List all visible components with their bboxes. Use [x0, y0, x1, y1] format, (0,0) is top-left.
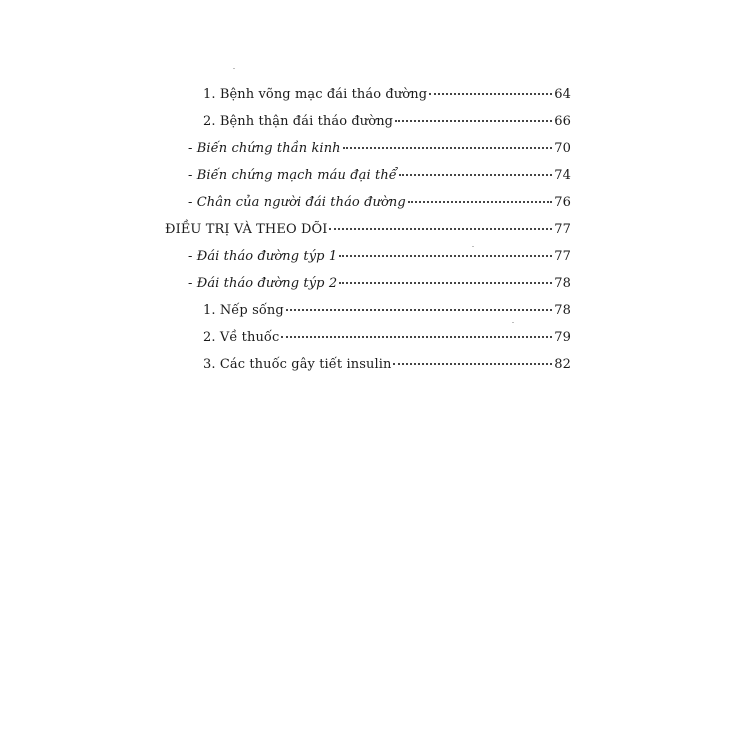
dot-leader — [343, 137, 553, 149]
dot-leader — [286, 299, 552, 311]
toc-entry-page-number: 82 — [554, 357, 571, 372]
toc-entry-macrovascular — [188, 165, 571, 187]
toc-entry-title: - Biến chứng thần kinh — [188, 141, 341, 156]
dot-leader — [339, 272, 552, 284]
scan-speck — [512, 322, 514, 323]
toc-entry-medication — [203, 327, 571, 349]
toc-entry-page-number: 70 — [554, 141, 571, 156]
toc-entry-lifestyle — [203, 300, 571, 322]
dot-leader — [408, 191, 552, 203]
toc-entry-page-number: 64 — [554, 87, 571, 102]
toc-entry-title: 3. Các thuốc gây tiết insulin — [203, 357, 392, 372]
toc-entry-diabetic-foot — [188, 192, 571, 214]
toc-entry-title: - Đái tháo đường týp 1 — [188, 249, 338, 264]
toc-entry-title: - Chân của người đái tháo đường — [188, 195, 406, 210]
toc-entry-title: 1. Bệnh võng mạc đái tháo đường — [203, 87, 428, 102]
toc-entry-title: - Đái tháo đường týp 2 — [188, 276, 338, 291]
toc-entry-page-number: 79 — [554, 330, 571, 345]
toc-entry-page-number: 78 — [554, 303, 571, 318]
toc-entry-type-1 — [188, 246, 571, 268]
dot-leader — [281, 326, 552, 338]
toc-entry-page-number: 74 — [554, 168, 571, 183]
toc-entry-title: 2. Bệnh thận đái tháo đường — [203, 114, 394, 129]
toc-entry-type-2 — [188, 273, 571, 295]
toc-entry-page-number: 77 — [554, 222, 571, 237]
toc-entry-title: 2. Về thuốc — [203, 330, 280, 345]
toc-entry-nephropathy — [203, 111, 571, 133]
scan-speck — [472, 246, 474, 247]
toc-entry-neuropathy — [188, 138, 571, 160]
dot-leader — [399, 164, 552, 176]
scan-speck — [233, 68, 235, 69]
toc-entry-page-number: 77 — [554, 249, 571, 264]
toc-entry-title: - Biến chứng mạch máu đại thể — [188, 168, 397, 183]
toc-entry-insulin-secretagogues — [203, 354, 571, 376]
toc-entry-page-number: 76 — [554, 195, 571, 210]
dot-leader — [339, 245, 552, 257]
toc-entry-retinopathy — [203, 84, 571, 106]
dot-leader — [395, 110, 552, 122]
toc-entry-page-number: 78 — [554, 276, 571, 291]
toc-section-title: ĐIỀU TRỊ VÀ THEO DÕI — [165, 222, 328, 237]
dot-leader — [429, 83, 552, 95]
toc-section-treatment-monitoring — [165, 219, 571, 241]
dot-leader — [329, 218, 552, 230]
dot-leader — [393, 353, 552, 365]
toc-entry-title: 1. Nếp sống — [203, 303, 284, 318]
toc-entry-page-number: 66 — [554, 114, 571, 129]
